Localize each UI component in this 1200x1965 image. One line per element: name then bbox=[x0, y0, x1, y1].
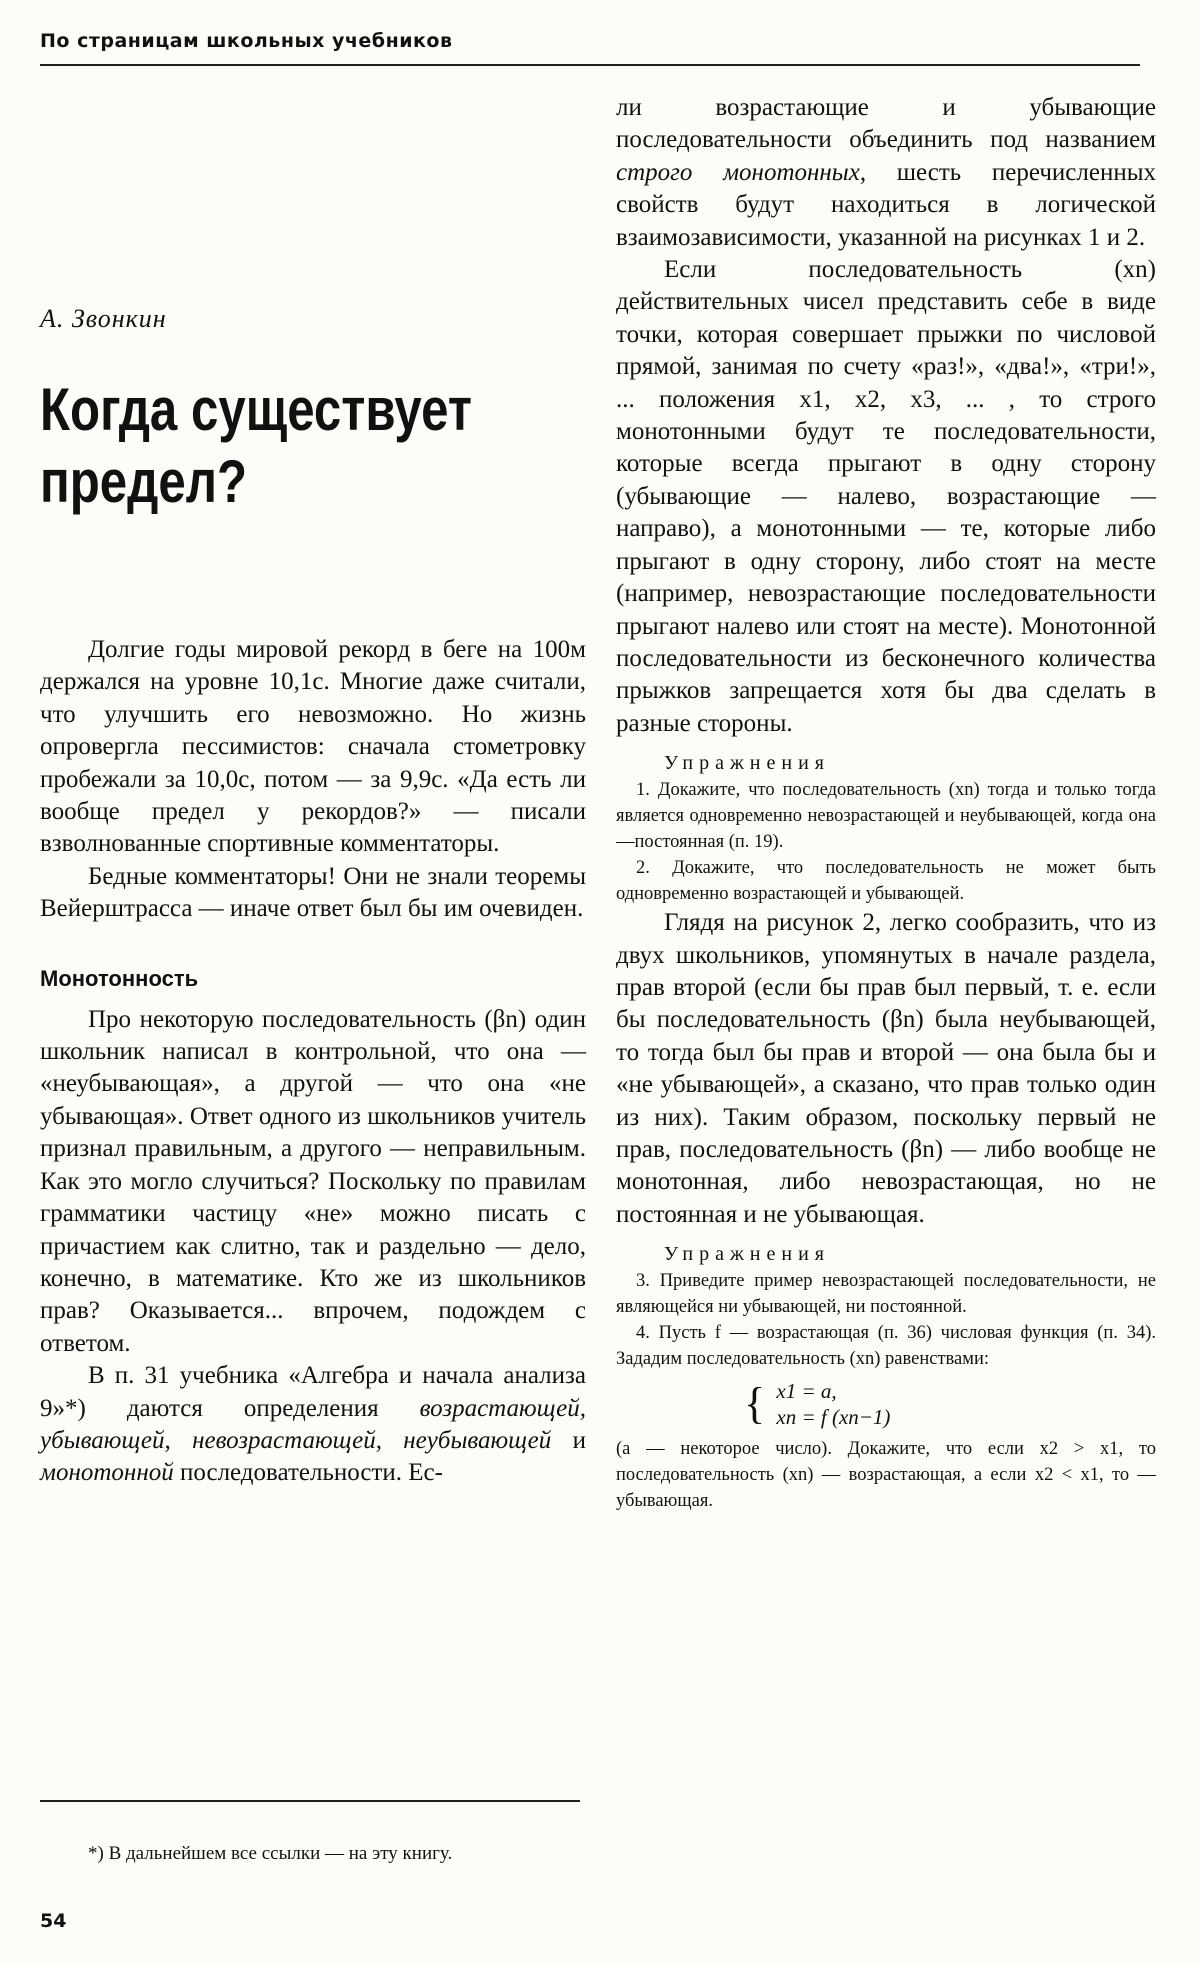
definitions-terms: возрастающей, убывающей, невозрастающей, неубывающей bbox=[40, 1394, 586, 1454]
definitions-term-monotone: монотонной bbox=[40, 1459, 174, 1487]
article-author: А. Звонкин bbox=[40, 304, 167, 333]
monotonic-paragraph: Про некоторую последовательность (βn) один школьник написал в контрольной, что она — «неубывающая», а другой — что она «не убывающая». Ответ одного из школьников учитель признал правильным, а другого — неправильным. Как это могло случиться? Поскольку по правилам грамматики частицу «не» можно писать с причастием как слитно, так и раздельно — дело, конечно, в математике. Кто же из школьников прав? Оказывается... впрочем, подождем с ответом. bbox=[40, 1005, 586, 1357]
article-title: Когда существует предел? bbox=[40, 376, 472, 515]
formula-line: xn = f (xn−1) bbox=[776, 1405, 891, 1430]
continued-text: ли возрастающие и убывающие последовательности объединить под названием bbox=[616, 94, 1156, 154]
recurrence-formula bbox=[744, 1378, 1156, 1430]
section-heading: Монотонность bbox=[40, 965, 199, 991]
brace-icon: { bbox=[744, 1379, 766, 1429]
definitions-paragraph bbox=[40, 1360, 586, 1490]
jump-paragraph: Если последовательность (xn) действительных чисел представить себе в виде точки, которая совершает прыжки по числовой прямой, занимая по счету «раз!», «два!», «три!», ... положения x1, x2, x3, ... , то строго монотонными будут те последовательности, которые всегда прыгают в одну сторону (убывающие — налево, возрастающие — направо), а монотонными — те, которые либо прыгают в одну сторону, либо стоят на месте (например, невозрастающие последовательности прыгают налево или стоят на месте). Монотонной последовательности из бесконечного количества прыжков запрещается хотя бы два сделать в разные стороны. bbox=[616, 256, 1156, 737]
exercises-heading: Упражнения bbox=[664, 752, 830, 775]
strictly-monotone-term: строго монотонных bbox=[616, 158, 860, 186]
exercises-heading: Упражнения bbox=[664, 1243, 830, 1266]
intro-paragraph-2: Бедные комментаторы! Они не знали теоремы Вейерштрасса — иначе ответ был бы им очевиден. bbox=[40, 862, 586, 923]
exercise-4-end: (a — некоторое число). Докажите, что если x2 > x1, то последовательность (xn) — возрастающая, а если x2 < x1, то — убывающая. bbox=[616, 1439, 1156, 1512]
definitions-and: и bbox=[551, 1426, 586, 1454]
exercise-1: 1. Докажите, что последовательность (xn) тогда и только тогда является одновременно невозрастающей и неубывающей, когда она—постоянная (п. 19). bbox=[616, 780, 1156, 853]
exercise-2: 2. Докажите, что последовательность не может быть одновременно возрастающей и убывающей. bbox=[616, 858, 1156, 905]
footnote-rule bbox=[40, 1800, 580, 1802]
continued-paragraph bbox=[616, 92, 1156, 254]
intro-paragraph: Долгие годы мировой рекорд в беге на 100м держался на уровне 10,1с. Многие даже считали, что улучшить его невозможно. Но жизнь опровергла пессимистов: сначала стометровку пробежали за 10,0с, потом — за 9,9с. «Да есть ли вообще предел у рекордов?» — писали взволнованные спортивные комментаторы. bbox=[40, 636, 586, 858]
formula-lines bbox=[776, 1378, 890, 1430]
formula-line: x1 = a, bbox=[776, 1379, 837, 1404]
definitions-end: последовательности. Ес- bbox=[173, 1459, 443, 1487]
running-head: По страницам школьных учебников bbox=[40, 30, 453, 52]
left-column bbox=[40, 92, 586, 1490]
continued-text-end: , шесть перечисленных свойств будут находиться в логической взаимозависимости, указанной на рисунках 1 и 2. bbox=[616, 158, 1156, 251]
page-number: 54 bbox=[40, 1910, 67, 1932]
right-column bbox=[616, 92, 1156, 1514]
exercise-4: 4. Пусть f — возрастающая (п. 36) числовая функция (п. 34). Зададим последовательность (xn) равенствами: bbox=[616, 1323, 1156, 1370]
definitions-text: В п. 31 учебника «Алгебра и начала анализа 9»*) даются определения bbox=[40, 1362, 586, 1422]
footnote: *) В дальнейшем все ссылки — на эту книгу. bbox=[88, 1843, 453, 1864]
answer-paragraph: Глядя на рисунок 2, легко сообразить, что из двух школьников, упомянутых в начале раздела, прав второй (если бы прав был первый, т. е. если бы последовательность (βn) была неубывающей, то тогда был бы прав и второй — она была бы и «не убывающей», а сказано, что прав только один из них). Таким образом, поскольку первый не прав, последовательность (βn) — либо вообще не монотонная, либо невозрастающая, но не постоянная и не убывающая. bbox=[616, 909, 1156, 1228]
header-rule bbox=[40, 64, 1140, 66]
exercise-3: 3. Приведите пример невозрастающей последовательности, не являющейся ни убывающей, ни постоянной. bbox=[616, 1271, 1156, 1318]
